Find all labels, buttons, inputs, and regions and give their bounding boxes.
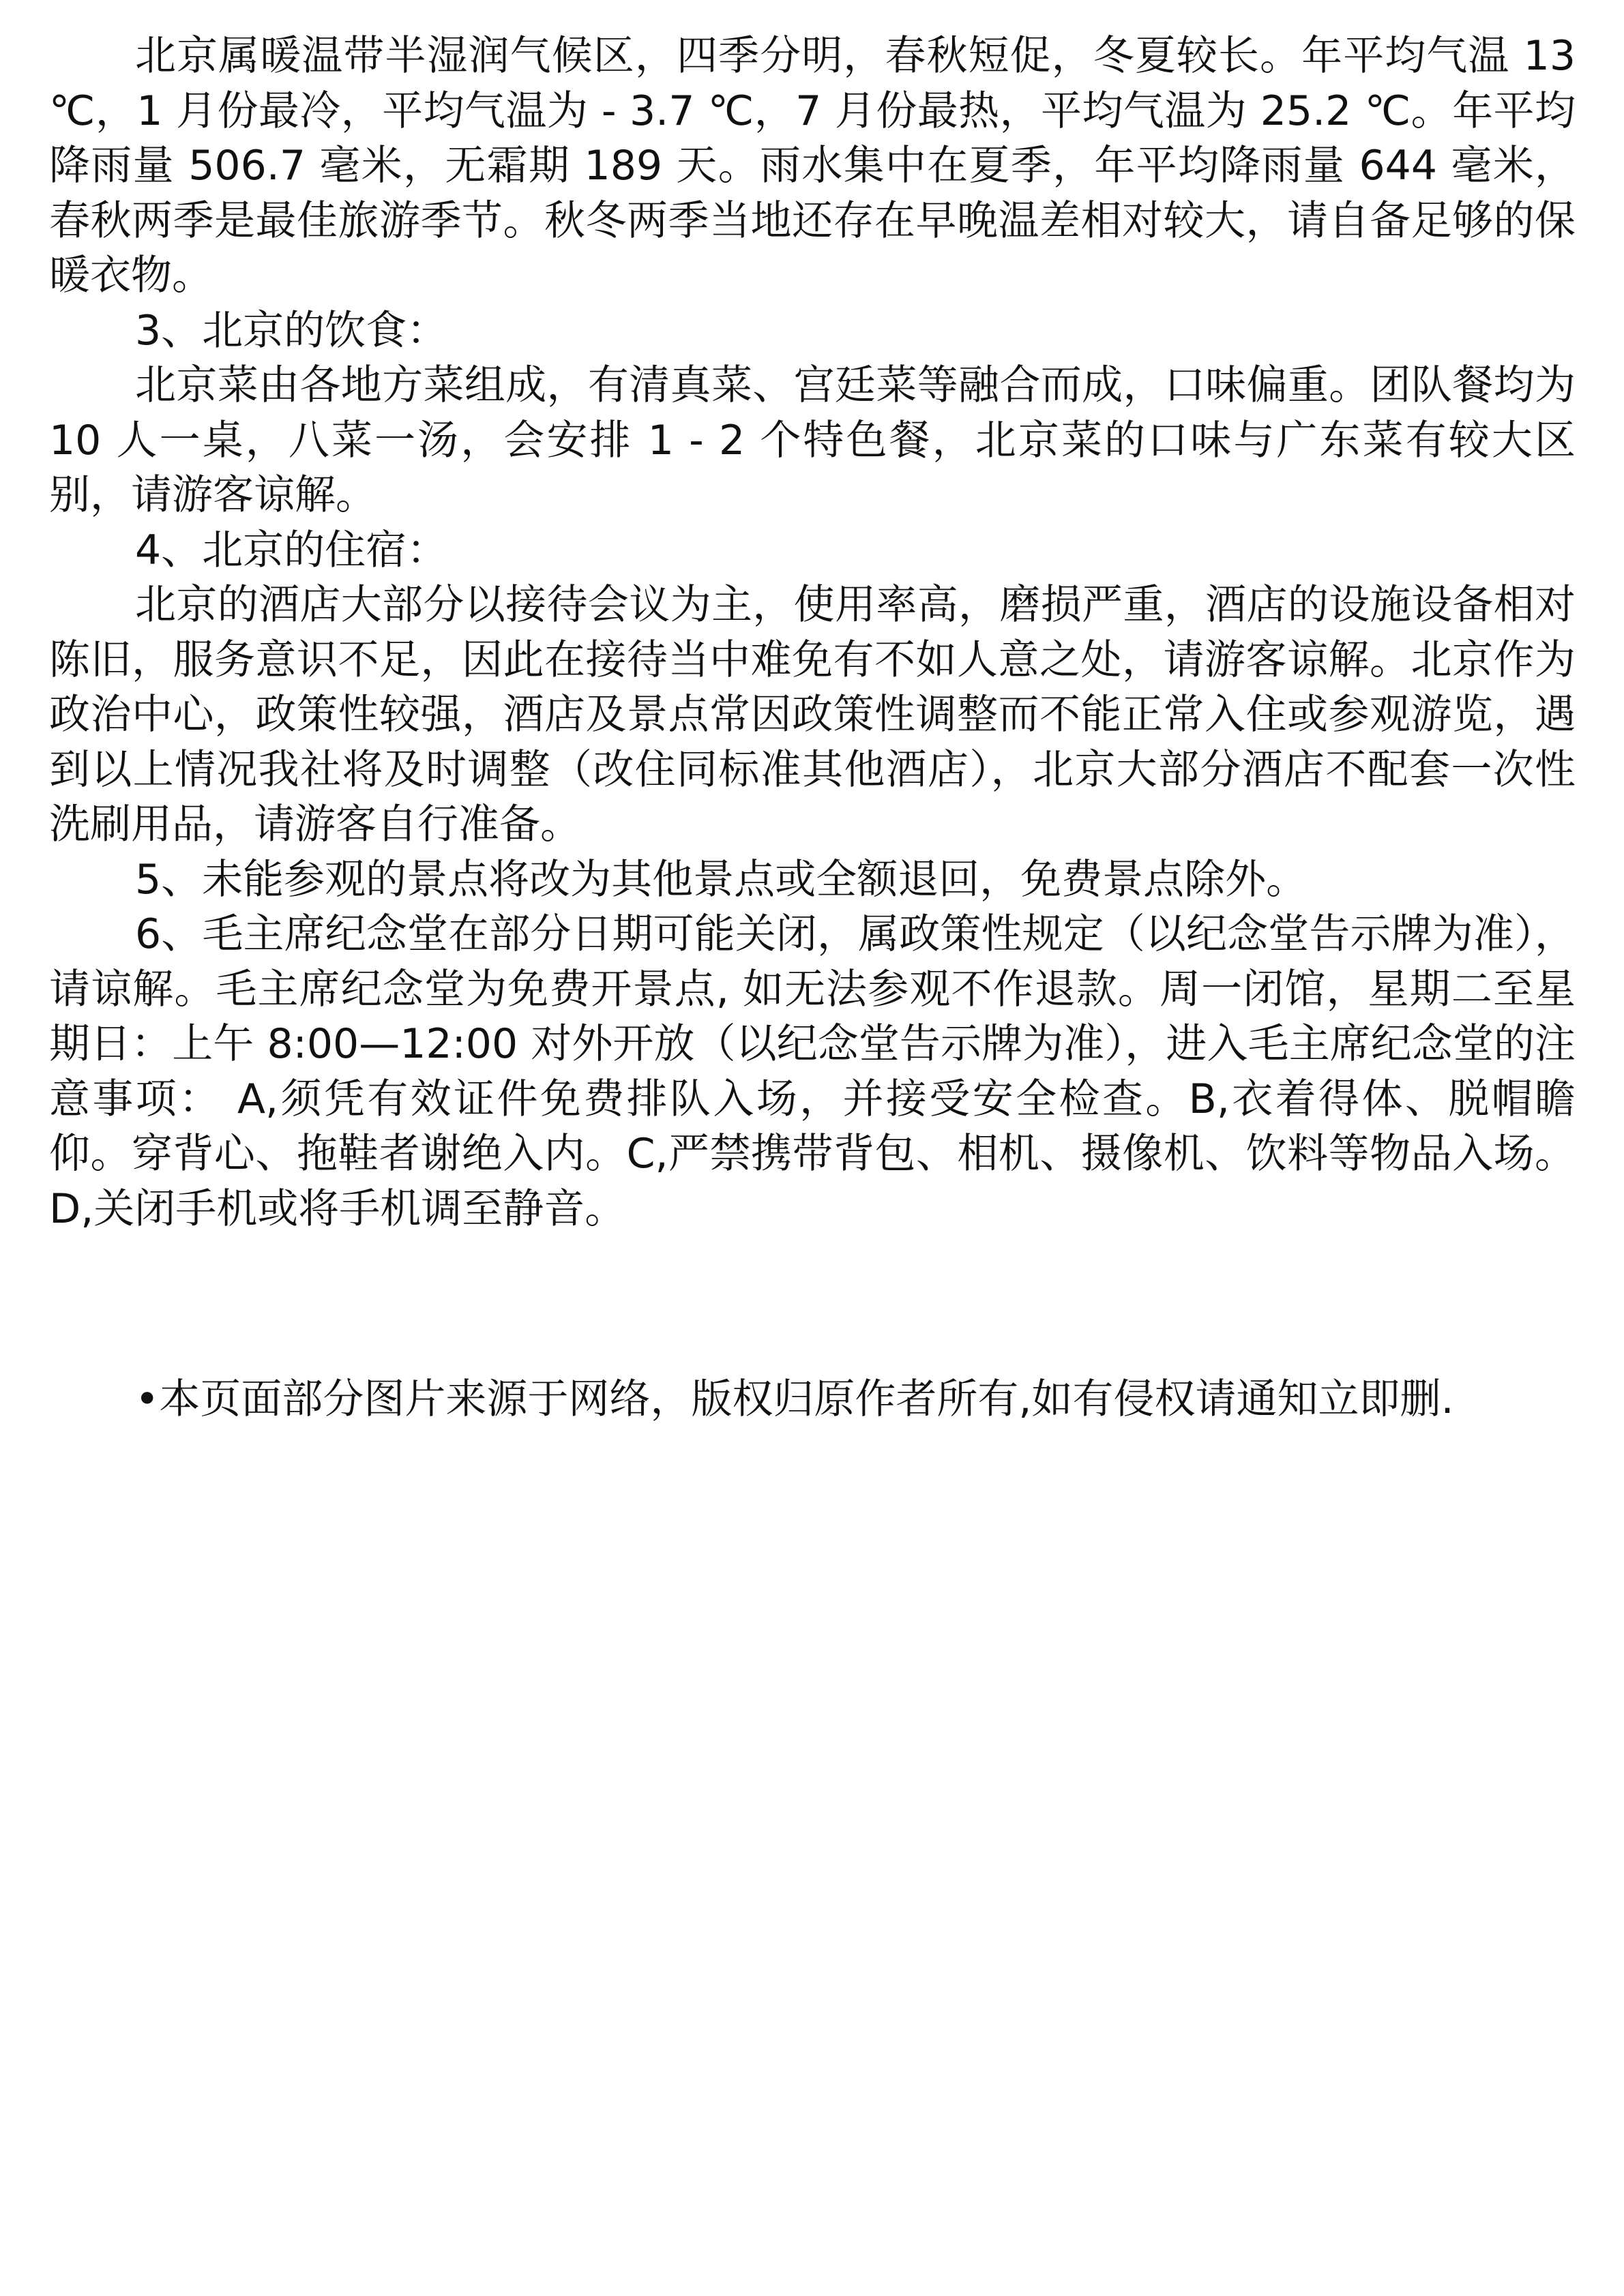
section-heading-food: 3、北京的饮食： xyxy=(135,306,448,355)
climate-paragraph: 北京属暖温带半湿润气候区，四季分明，春秋短促，冬夏较长。年平均气温 13 ℃，1 月份最冷，平均气温为 - 3.7 ℃，7 月份最热，平均气温为 25.2 ℃。年平均降雨量 506.7 毫米，无霜期 189 天。雨水集中在夏季，年平均降雨量 644 毫米，春秋两季是最佳旅游季节。秋冬两季当地还存在早晚温差相对较大，请自备足够的保暖衣物。 xyxy=(49,32,1576,299)
food-paragraph: 北京菜由各地方菜组成，有清真菜、宫廷菜等融合而成，口味偏重。团队餐均为 10 人一桌，八菜一汤，会安排 1 - 2 个特色餐，北京菜的口味与广东菜有较大区别，请游客谅解。 xyxy=(49,361,1576,519)
item-5-paragraph: 5、未能参观的景点将改为其他景点或全额退回，免费景点除外。 xyxy=(135,855,1308,904)
document-body xyxy=(49,29,1576,1236)
footnote-text: 本页面部分图片来源于网络，版权归原作者所有,如有侵权请通知立即删. xyxy=(159,1375,1454,1423)
section-heading-lodging: 4、北京的住宿： xyxy=(135,526,448,574)
lodging-paragraph: 北京的酒店大部分以接待会议为主，使用率高，磨损严重，酒店的设施设备相对陈旧，服务意识不足，因此在接待当中难免有不如人意之处，请游客谅解。北京作为政治中心，政策性较强，酒店及景点常因政策性调整而不能正常入住或参观游览，遇到以上情况我社将及时调整（改住同标准其他酒店），北京大部分酒店不配套一次性洗刷用品，请游客自行准备。 xyxy=(49,581,1576,848)
bullet-icon: • xyxy=(135,1375,160,1423)
copyright-footnote xyxy=(135,1372,1567,1427)
item-6-paragraph: 6、毛主席纪念堂在部分日期可能关闭，属政策性规定（以纪念堂告示牌为准），请谅解。毛主席纪念堂为免费开景点, 如无法参观不作退款。周一闭馆，星期二至星期日：上午 8:00—12:00 对外开放（以纪念堂告示牌为准），进入毛主席纪念堂的注意事项： A,须凭有效证件免费排队入场，并接受安全检查。B,衣着得体、脱帽瞻仰。穿背心、拖鞋者谢绝入内。C,严禁携带背包、相机、摄像机、饮料等物品入场。 D,关闭手机或将手机调至静音。 xyxy=(49,910,1576,1233)
